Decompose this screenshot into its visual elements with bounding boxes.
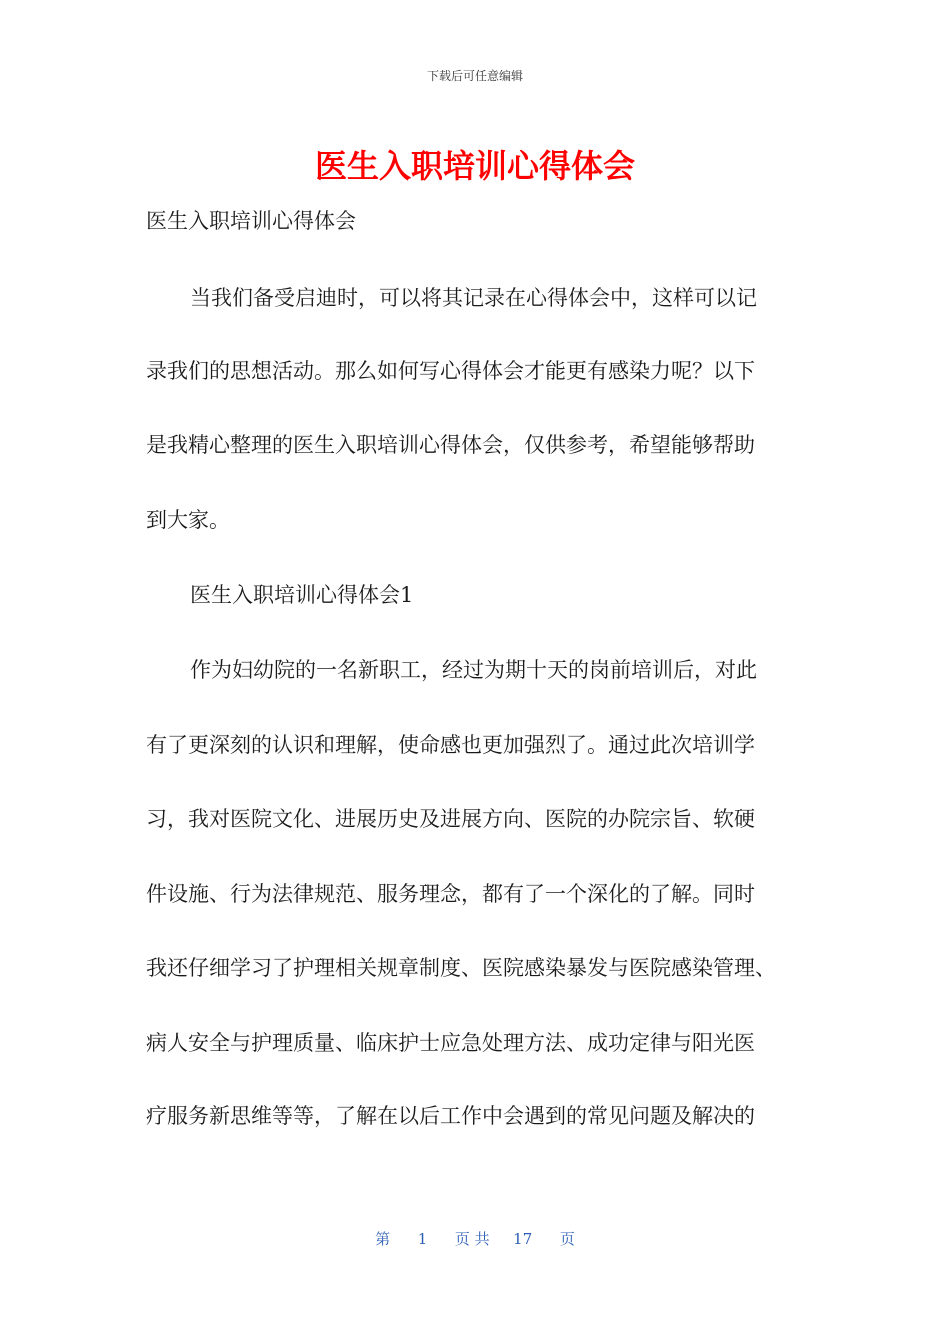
body-line: 是我精心整理的医生入职培训心得体会，仅供参考，希望能够帮助 xyxy=(146,433,755,457)
body-line: 作为妇幼院的一名新职工，经过为期十天的岗前培训后，对此 xyxy=(190,658,757,682)
body-line: 我还仔细学习了护理相关规章制度、医院感染暴发与医院感染管理、 xyxy=(146,956,776,980)
body-line: 件设施、行为法律规范、服务理念，都有了一个深化的了解。同时 xyxy=(146,882,755,906)
body-line: 医生入职培训心得体会 xyxy=(146,209,356,233)
body-line: 录我们的思想活动。那么如何写心得体会才能更有感染力呢？以下 xyxy=(146,359,755,383)
body-line: 习，我对医院文化、进展历史及进展方向、医院的办院宗旨、软硬 xyxy=(146,807,755,831)
footer-ye: 页 xyxy=(559,1230,575,1248)
body-line: 当我们备受启迪时，可以将其记录在心得体会中，这样可以记 xyxy=(190,286,757,310)
body-line: 疗服务新思维等等，了解在以后工作中会遇到的常见问题及解决的 xyxy=(146,1104,755,1128)
body-line: 到大家。 xyxy=(146,508,230,532)
section-heading: 医生入职培训心得体会1 xyxy=(190,583,414,607)
footer-di: 第 xyxy=(375,1230,391,1248)
header-note: 下载后可任意编辑 xyxy=(426,69,523,83)
footer-total-pages: 17 xyxy=(513,1230,533,1248)
body-line: 有了更深刻的认识和理解，使命感也更加强烈了。通过此次培训学 xyxy=(146,733,755,757)
footer-ye-gong: 页 共 xyxy=(454,1230,490,1248)
body-line: 病人安全与护理质量、临床护士应急处理方法、成功定律与阳光医 xyxy=(146,1031,755,1055)
document-title: 医生入职培训心得体会 xyxy=(314,147,635,185)
page-footer xyxy=(0,1228,950,1249)
footer-page-number: 1 xyxy=(417,1230,428,1248)
